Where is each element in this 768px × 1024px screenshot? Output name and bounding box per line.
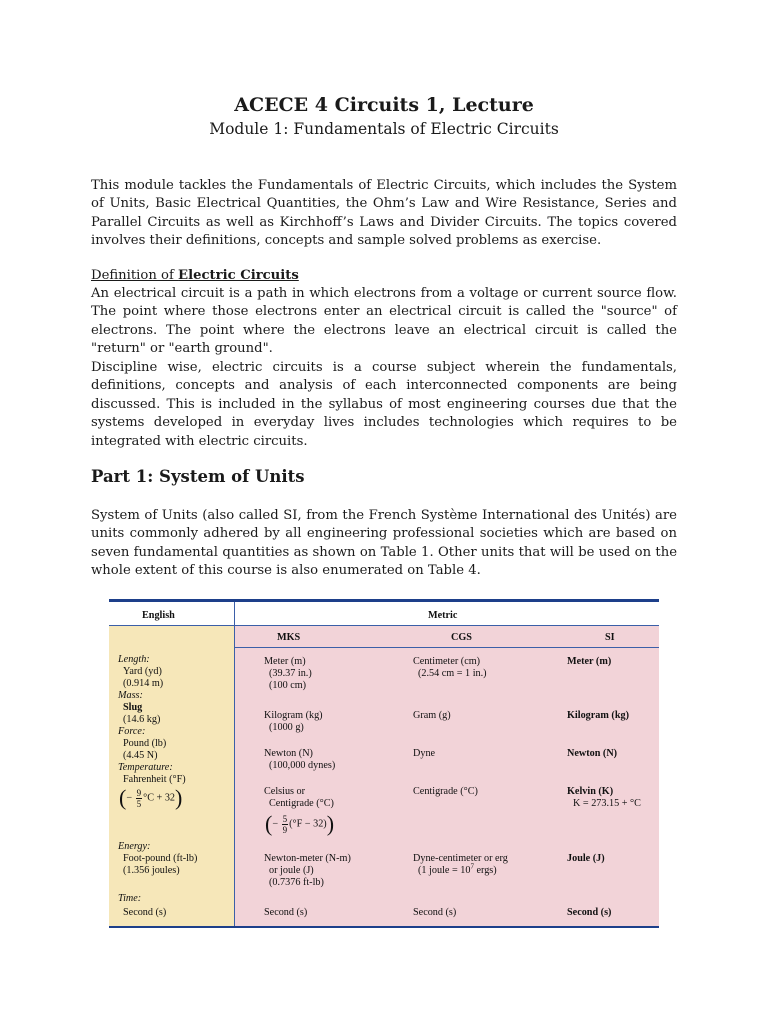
definition-paragraph: An electrical circuit is a path in which electrons from a voltage or current source flow. The point where those electrons enter an electrical circuit is called the "source" of electrons. The point where the electrons leave an electrical circuit is called the "return" or "earth ground". (91, 286, 677, 357)
part1-heading: Part 1: System of Units (91, 467, 305, 486)
english-mass-category: Mass: (118, 690, 143, 701)
mks-mass-equivalent: (1000 g) (269, 722, 304, 733)
si-temperature-2: K = 273.15 + °C (573, 798, 641, 809)
english-energy-category: Energy: (118, 841, 151, 852)
mks-energy-2: or joule (J) (269, 865, 314, 876)
english-time-unit: Second (s) (123, 907, 167, 918)
definition-heading (91, 267, 677, 285)
english-temperature-category: Temperature: (118, 762, 173, 773)
english-temperature-formula: (− $\frac{9}{5}$ °C + 32) (119, 785, 183, 810)
si-mass: Kilogram (kg) (567, 710, 629, 721)
english-fraction: $\frac{9}{5}$ (136, 787, 142, 809)
document-title: ACECE 4 Circuits 1, Lecture (234, 94, 534, 116)
si-force: Newton (N) (567, 748, 618, 759)
si-energy: Joule (J) (567, 853, 605, 864)
header-cgs: CGS (451, 632, 472, 643)
cgs-length: Centimeter (cm) (413, 656, 481, 667)
cgs-energy-equivalent: (1 joule = $10^7$ ergs) (418, 862, 497, 876)
si-time: Second (s) (567, 907, 612, 918)
units-paragraph: System of Units (also called SI, from the French Système International des Unités) are units commonly adhered by all engineering professional societies which are based on seven fundamental quantities as shown on Table 1. Other units that will be used on the whole extent of this course is also enumerated on Table 4. (91, 508, 677, 579)
mks-temperature-1: Celsius or (264, 786, 306, 797)
english-temperature-unit: Fahrenheit (°F) (123, 774, 186, 785)
mks-temperature-formula: (− $\frac{5}{9}$ (°F − 32)) (265, 811, 335, 836)
table-bottom-rule (109, 926, 659, 928)
mks-temperature-2: Centigrade (°C) (269, 798, 334, 809)
english-force-category: Force: (118, 726, 146, 737)
header-mks: MKS (277, 632, 301, 643)
mks-energy-1: Newton-meter (N-m) (264, 853, 351, 864)
english-energy-equivalent: (1.356 joules) (123, 865, 180, 876)
table-column-divider (234, 602, 235, 928)
english-energy-unit: Foot-pound (ft-lb) (123, 853, 198, 864)
cgs-energy: Dyne-centimeter or erg (413, 853, 508, 864)
english-time-category: Time: (118, 893, 142, 904)
document-subtitle: Module 1: Fundamentals of Electric Circuits (209, 120, 559, 138)
definition-heading-prefix: Definition of (91, 268, 179, 283)
cgs-force: Dyne (413, 748, 436, 759)
discipline-paragraph: Discipline wise, electric circuits is a course subject wherein the fundamentals, definitions, concepts and analysis of each interconnected components are being discussed. This is included in the syllabus of most engineering courses due that the systems developed in everyday lives includes technologies which requires to be integrated with electric circuits. (91, 360, 677, 449)
intro-paragraph: This module tackles the Fundamentals of Electric Circuits, which includes the System of Units, Basic Electrical Quantities, the Ohm’s Law and Wire Resistance, Series and Parallel Circuits as well as Kirchhoff’s Laws and Divider Circuits. The topics covered involves their definitions, concepts and sample solved problems as exercise. (91, 178, 677, 249)
mks-length-eq1: (39.37 in.) (269, 668, 312, 679)
mks-length-eq2: (100 cm) (269, 680, 307, 691)
mks-time: Second (s) (264, 907, 308, 918)
english-length-category: Length: (118, 654, 150, 665)
mks-mass: Kilogram (kg) (264, 710, 323, 721)
header-si: SI (605, 632, 615, 643)
cgs-length-equivalent: (2.54 cm = 1 in.) (418, 668, 487, 679)
english-force-unit: Pound (lb) (123, 738, 167, 749)
si-temperature-1: Kelvin (K) (567, 786, 614, 797)
metric-subheader-rule (235, 647, 659, 648)
cgs-mass: Gram (g) (413, 710, 451, 721)
english-length-equivalent: (0.914 m) (123, 678, 164, 689)
units-table (109, 599, 659, 928)
mks-force-equivalent: (100,000 dynes) (269, 760, 336, 771)
definition-heading-bold: Electric Circuits (178, 268, 299, 283)
header-english: English (142, 610, 175, 621)
english-length-unit: Yard (yd) (123, 666, 162, 677)
header-metric: Metric (428, 610, 458, 621)
mks-force: Newton (N) (264, 748, 313, 759)
mks-energy-3: (0.7376 ft-lb) (269, 877, 324, 888)
english-mass-unit: Slug (123, 702, 143, 713)
english-force-equivalent: (4.45 N) (123, 750, 158, 761)
cgs-time: Second (s) (413, 907, 457, 918)
english-mass-equivalent: (14.6 kg) (123, 714, 161, 725)
si-length: Meter (m) (567, 656, 612, 667)
cgs-temperature: Centigrade (°C) (413, 786, 478, 797)
mks-length: Meter (m) (264, 656, 306, 667)
mks-fraction: $\frac{5}{9}$ (282, 813, 288, 835)
table-header-band (109, 602, 659, 625)
